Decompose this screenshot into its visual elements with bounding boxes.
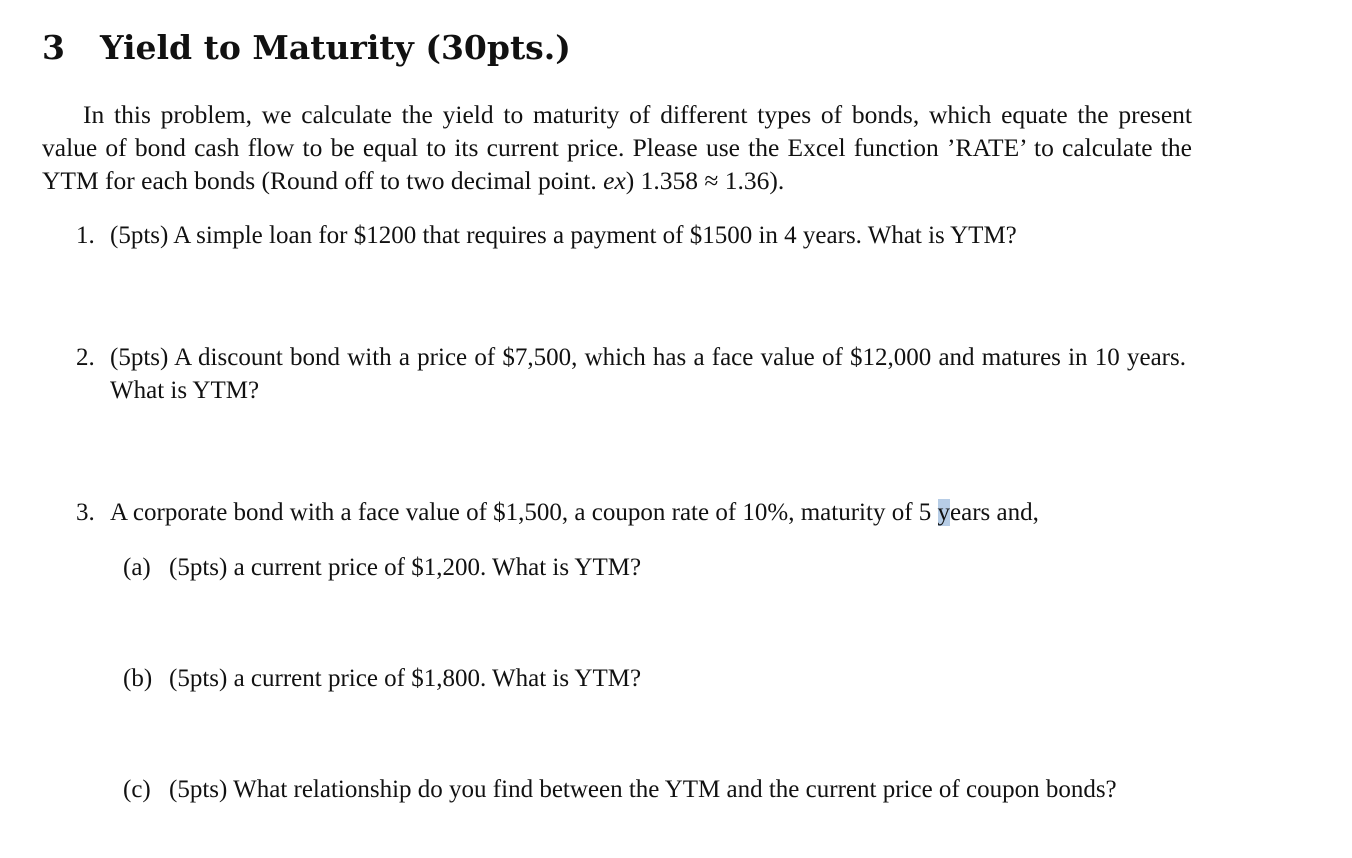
question-1 (76, 219, 1186, 252)
section-number: 3 (42, 28, 65, 67)
subquestion-label: (a) (123, 554, 151, 581)
subquestion-a (123, 551, 1193, 584)
intro-text: In this problem, we calculate the yield to maturity of different types of bonds, which equate the present value of bond cash flow to be equal to its current price. Please use the Excel function ’RATE’ to calculate the YTM for each bonds (Round off to two decimal point. (42, 100, 1192, 195)
subquestion-text: (5pts) a current price of $1,800. What is YTM? (169, 665, 642, 692)
section-title: Yield to Maturity (30pts.) (100, 28, 571, 67)
question-text (110, 496, 1039, 529)
subquestion-b (123, 662, 1193, 695)
subquestion-label: (c) (123, 776, 151, 803)
intro-math-ex: ex (603, 166, 626, 195)
question-text: (5pts) A simple loan for $1200 that requires a payment of $1500 in 4 years. What is YTM? (110, 222, 1017, 249)
subquestion-c (123, 773, 1193, 806)
question-2 (76, 341, 1186, 407)
subquestion-text: (5pts) a current price of $1,200. What is YTM? (169, 554, 642, 581)
question-text-start: A corporate bond with a face value of $1,500, a coupon rate of 10%, maturity of 5 (110, 499, 938, 526)
text-selection-highlight[interactable]: y (937, 499, 951, 526)
question-text: (5pts) A discount bond with a price of $7,500, which has a face value of $12,000 and matures in 10 years. What is YTM? (110, 344, 1186, 404)
intro-text-end: ) 1.358 ≈ 1.36). (625, 166, 785, 195)
question-number: 3. (76, 499, 95, 526)
subquestion-label: (b) (123, 665, 153, 692)
question-number: 2. (76, 344, 95, 371)
intro-paragraph (42, 98, 1192, 197)
question-text-end: ears and, (950, 499, 1039, 526)
question-number: 1. (76, 222, 95, 249)
question-3 (76, 496, 1186, 529)
subquestion-text: (5pts) What relationship do you find between the YTM and the current price of coupon bonds? (169, 776, 1117, 803)
section-heading (42, 26, 571, 70)
